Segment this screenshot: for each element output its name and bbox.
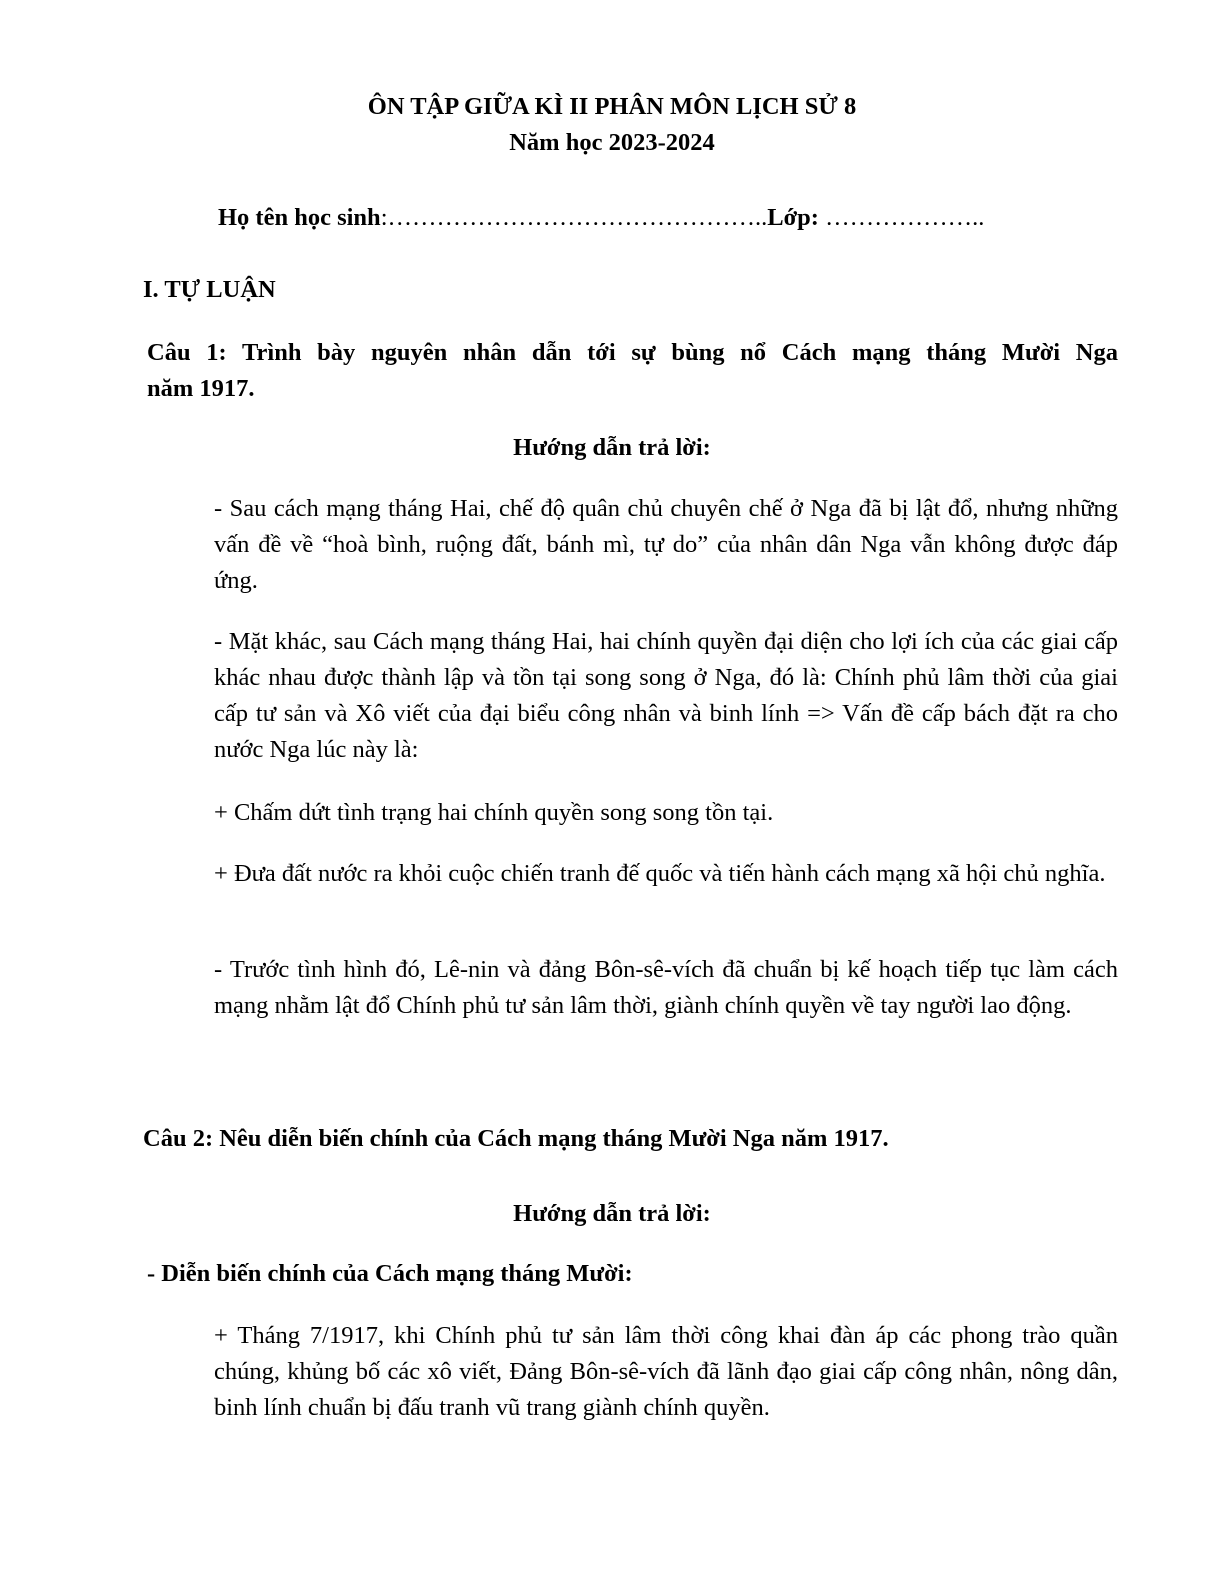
q1-paragraph-5 [147,952,1118,1024]
question-2-subheading: - Diễn biến chính của Cách mạng tháng Mười: [147,1260,633,1287]
question-2-answer-guide: Hướng dẫn trả lời: [513,1200,711,1227]
q1-paragraph-3 [147,795,1118,831]
q1-paragraph-1 [147,491,1118,599]
class-label: Lớp: [767,204,819,231]
q1-paragraph-2-text: - Mặt khác, sau Cách mạng tháng Hai, hai chính quyền đại diện cho lợi ích của các giai cấp khác nhau được thành lập và tồn tại song song ở Nga, đó là: Chính phủ lâm thời của giai cấp tư sản và Xô viết của đại biểu công nhân và binh lính => Vấn đề cấp bách đặt ra cho nước Nga lúc này là: [214,628,1118,763]
student-name-label: Họ tên học sinh [218,204,381,231]
document-title: ÔN TẬP GIỮA KÌ II PHÂN MÔN LỊCH SỬ 8 [367,93,857,120]
question-1-answer-guide: Hướng dẫn trả lời: [513,434,711,461]
student-name-blank: :……………………………………….. [380,204,768,231]
q1-paragraph-4-text: + Đưa đất nước ra khỏi cuộc chiến tranh đế quốc và tiến hành cách mạng xã hội chủ nghĩa. [214,860,1106,887]
q1-paragraph-1-text: - Sau cách mạng tháng Hai, chế độ quân chủ chuyên chế ở Nga đã bị lật đổ, nhưng những vấn đề về “hoà bình, ruộng đất, bánh mì, tự do” của nhân dân Nga vẫn không được đáp ứng. [214,495,1118,594]
section-heading: I. TỰ LUẬN [143,276,276,303]
q2-paragraph-1 [147,1318,1118,1426]
class-blank: ……………….. [818,204,985,231]
q1-paragraph-2 [147,624,1118,768]
student-info-line [218,203,984,233]
q2-paragraph-1-text: + Tháng 7/1917, khi Chính phủ tư sản lâm thời công khai đàn áp các phong trào quần chúng, khủng bố các xô viết, Đảng Bôn-sê-vích đã lãnh đạo giai cấp công nhân, nông dân, binh lính chuẩn bị đấu tranh vũ trang giành chính quyền. [214,1322,1118,1421]
question-1-title-line-2: năm 1917. [147,375,255,402]
school-year: Năm học 2023-2024 [509,129,715,156]
question-1-title-line-1: Câu 1: Trình bày nguyên nhân dẫn tới sự bùng nổ Cách mạng tháng Mười Nga [147,339,1118,366]
question-2-title: Câu 2: Nêu diễn biến chính của Cách mạng tháng Mười Nga năm 1917. [143,1125,889,1152]
q1-paragraph-3-text: + Chấm dứt tình trạng hai chính quyền song song tồn tại. [214,799,774,826]
q1-paragraph-4 [147,856,1118,892]
q1-paragraph-5-text: - Trước tình hình đó, Lê-nin và đảng Bôn-sê-vích đã chuẩn bị kế hoạch tiếp tục làm cách mạng nhằm lật đổ Chính phủ tư sản lâm thời, giành chính quyền về tay người lao động. [214,956,1118,1019]
